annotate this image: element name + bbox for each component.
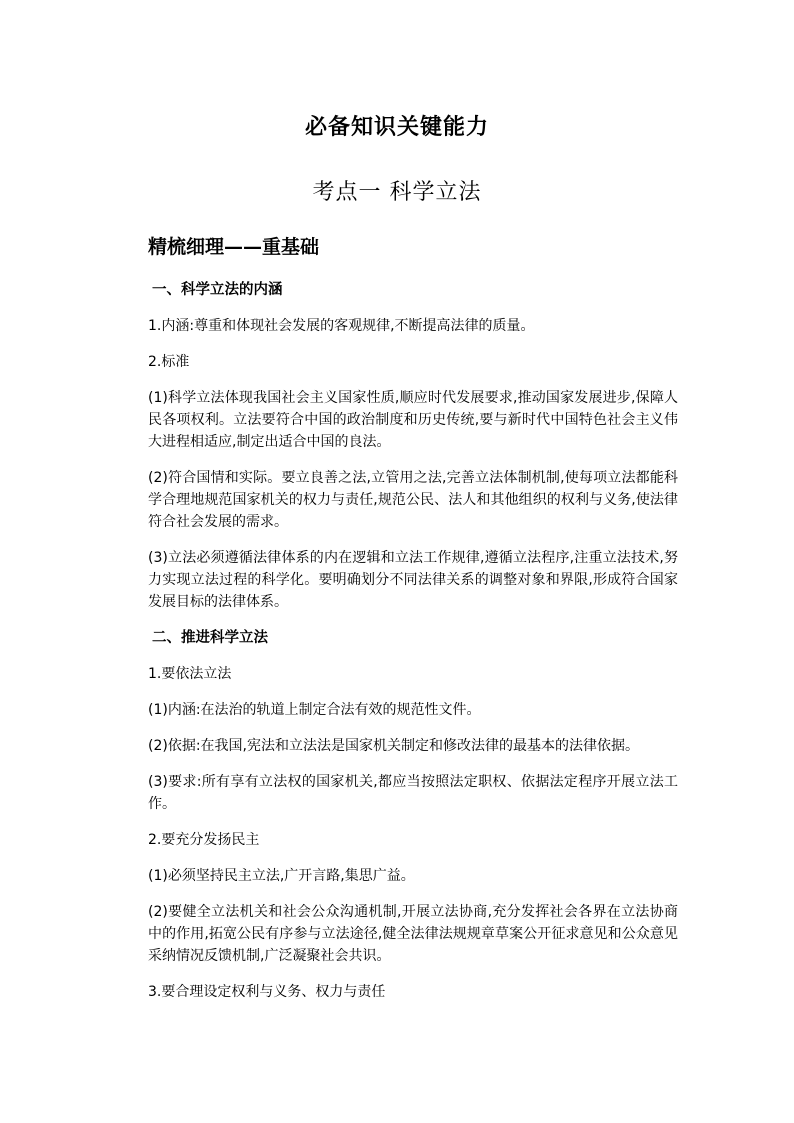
part2-s2-paragraph-1: (1)必须坚持民主立法,广开言路,集思广益。 <box>148 868 415 884</box>
part1-paragraph-1: (1)科学立法体现我国社会主义国家性质,顺应时代发展要求,推动国家发展进步,保障人民各项权利。立法要符合中国的政治制度和历史传统,要与新时代中国特色社会主义伟大进程相适应,制定出适合中国的良法。 <box>148 390 678 450</box>
page-subtitle: 考点一 科学立法 <box>312 180 482 205</box>
part2-s1-paragraph-1: (1)内涵:在法治的轨道上制定合法有效的规范性文件。 <box>148 702 481 718</box>
part1-item2-heading: 2.标准 <box>148 354 190 370</box>
part1-item1: 1.内涵:尊重和体现社会发展的客观规律,不断提高法律的质量。 <box>148 318 535 334</box>
page-title: 必备知识关键能力 <box>304 114 489 140</box>
part1-paragraph-2: (2)符合国情和实际。要立良善之法,立管用之法,完善立法体制机制,使每项立法都能科学合理地规范国家机关的权力与责任,规范公民、法人和其他组织的权利与义务,使法律符合社会发展的需求。 <box>148 470 678 530</box>
part2-s3-heading: 3.要合理设定权利与义务、权力与责任 <box>148 984 386 1000</box>
part2-s1-heading: 1.要依法立法 <box>148 666 232 682</box>
part2-heading: 二、推进科学立法 <box>152 629 268 646</box>
part2-s2-heading: 2.要充分发扬民主 <box>148 832 260 848</box>
part2-s2-paragraph-2: (2)要健全立法机关和社会公众沟通机制,开展立法协商,充分发挥社会各界在立法协商中的作用,拓宽公民有序参与立法途径,健全法律法规规章草案公开征求意见和公众意见采纳情况反馈机制,广泛凝聚社会共识。 <box>148 904 678 964</box>
part1-paragraph-3: (3)立法必须遵循法律体系的内在逻辑和立法工作规律,遵循立法程序,注重立法技术,努力实现立法过程的科学化。要明确划分不同法律关系的调整对象和界限,形成符合国家发展目标的法律体系。 <box>148 550 678 610</box>
part2-s1-paragraph-3: (3)要求:所有享有立法权的国家机关,都应当按照法定职权、依据法定程序开展立法工作。 <box>148 774 678 812</box>
section-title: 精梳细理——重基础 <box>148 236 320 258</box>
part2-s1-paragraph-2: (2)依据:在我国,宪法和立法法是国家机关制定和修改法律的最基本的法律依据。 <box>148 738 639 754</box>
document-body <box>148 233 678 1017</box>
part1-heading: 一、科学立法的内涵 <box>152 281 283 298</box>
